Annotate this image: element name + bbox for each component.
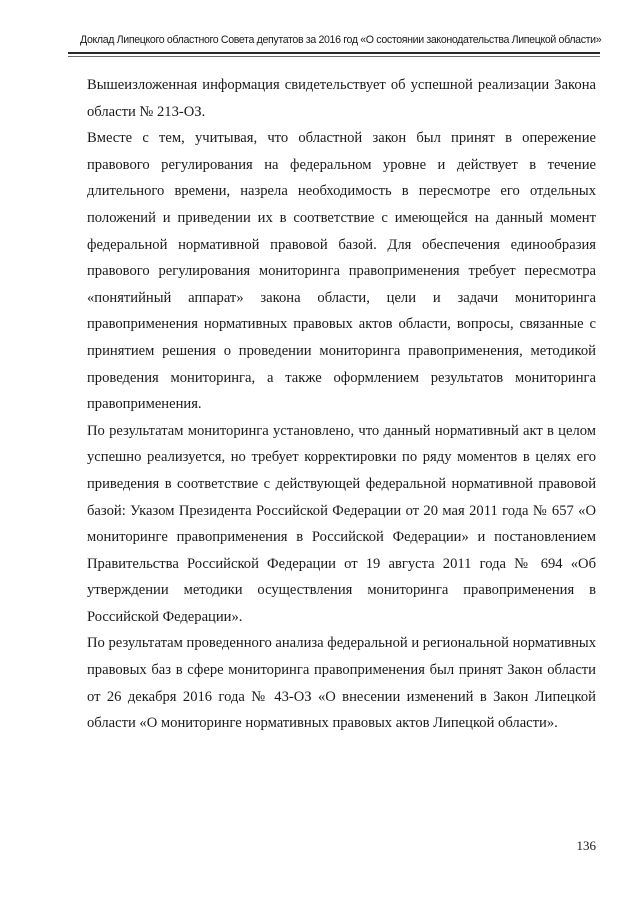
paragraph-4: По результатам проведенного анализа федеральной и региональной нормативных правовых баз в сфере мониторинга правоприменения был принят Закон области от 26 декабря 2016 года № 43-ОЗ «О внесении изменений в Закон Липецкой области «О мониторинге нормативных правовых актов Липецкой области». bbox=[87, 635, 596, 732]
paragraph-3: По результатам мониторинга установлено, что данный нормативный акт в целом успешно реализуется, но требует корректировки по ряду моментов в целях его приведения в соответствие с действующей федеральной нормативной правовой базой: Указом Президента Российской Федерации от 20 мая 2011 года № 657 «О мониторинге правоприменения в Российской Федерации» и постановлением Правительства Российской Федерации от 19 августа 2011 года № 694 «Об утверждении методики осуществления мониторинга правоприменения в Российской Федерации». bbox=[87, 422, 596, 625]
paragraph-2: Вместе с тем, учитывая, что областной закон был принят в опережение правового регулирования на федеральном уровне и действует в течение длительного времени, назрела необходимость в пересмотре его отдельных положений и приведении их в соответствие с имеющейся на данный момент федеральной нормативной правовой базой. Для обеспечения единообразия правового регулирования мониторинга правоприменения требует пересмотра «понятийный аппарат» закона области, цели и задачи мониторинга правоприменения нормативных правовых актов области, вопросы, связанные с принятием решения о проведении мониторинга правоприменения, методикой проведения мониторинга, а также оформлением результатов мониторинга правоприменения. bbox=[87, 130, 596, 413]
running-header: Доклад Липецкого областного Совета депутатов за 2016 год «О состоянии законодательства Липецкой области» bbox=[80, 34, 602, 46]
page-number: 136 bbox=[576, 838, 596, 853]
paragraph-1: Вышеизложенная информация свидетельствует об успешной реализации Закона области № 213-ОЗ. bbox=[87, 77, 596, 120]
header-rule bbox=[68, 52, 600, 54]
document-body bbox=[87, 72, 596, 737]
